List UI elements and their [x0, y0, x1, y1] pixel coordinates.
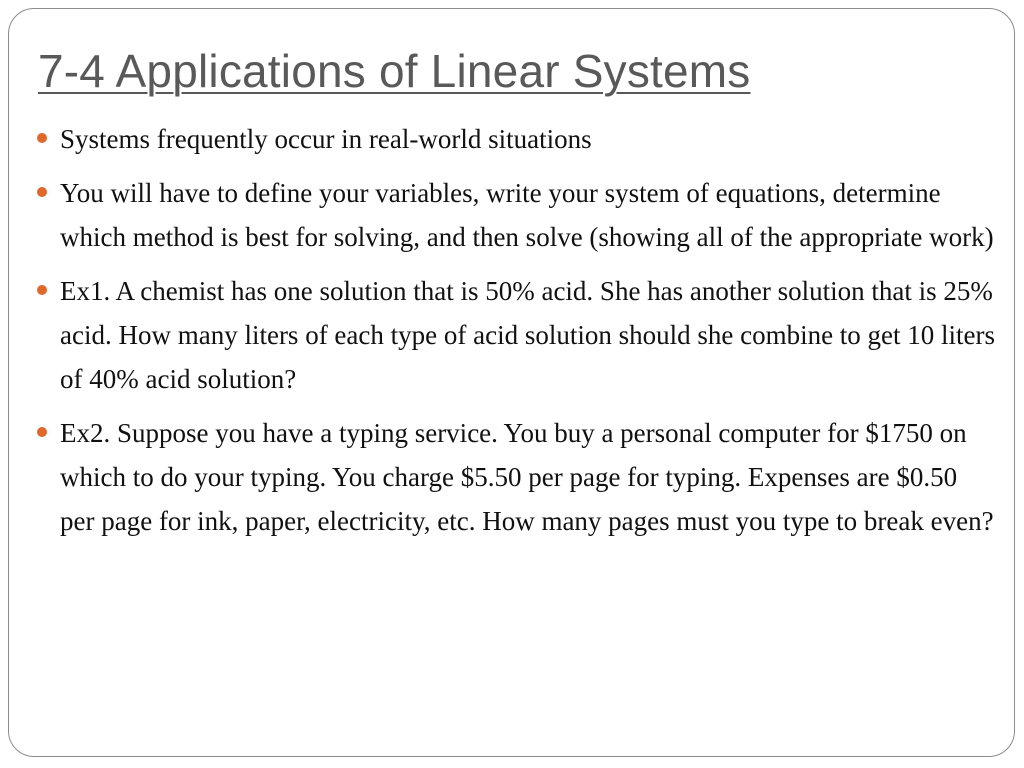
bullet-text: Ex2. Suppose you have a typing service. You buy a personal computer for $1750 on which to do your typing. You charge $5.50 per page for typing. Expenses are $0.50 per page for ink, paper, electricity, etc. How many pages must you type to break even?: [60, 418, 994, 536]
bullet-list: [37, 117, 997, 553]
bullet-item-1: [37, 117, 997, 161]
bullet-item-4: [37, 411, 997, 543]
slide: [8, 8, 1015, 757]
bullet-item-2: [37, 171, 997, 259]
bullet-text: Ex1. A chemist has one solution that is 50% acid. She has another solution that is 25% acid. How many liters of each type of acid solution should she combine to get 10 liters of 40% acid solution?: [60, 276, 996, 394]
bullet-dot-icon: [37, 427, 47, 437]
bullet-dot-icon: [37, 133, 47, 143]
bullet-text: You will have to define your variables, write your system of equations, determine which method is best for solving, and then solve (showing all of the appropriate work): [60, 178, 994, 252]
bullet-dot-icon: [37, 187, 47, 197]
bullet-text: Systems frequently occur in real-world situations: [60, 124, 592, 154]
bullet-item-3: [37, 269, 997, 401]
bullet-dot-icon: [37, 285, 47, 295]
slide-title: 7-4 Applications of Linear Systems: [38, 45, 751, 97]
